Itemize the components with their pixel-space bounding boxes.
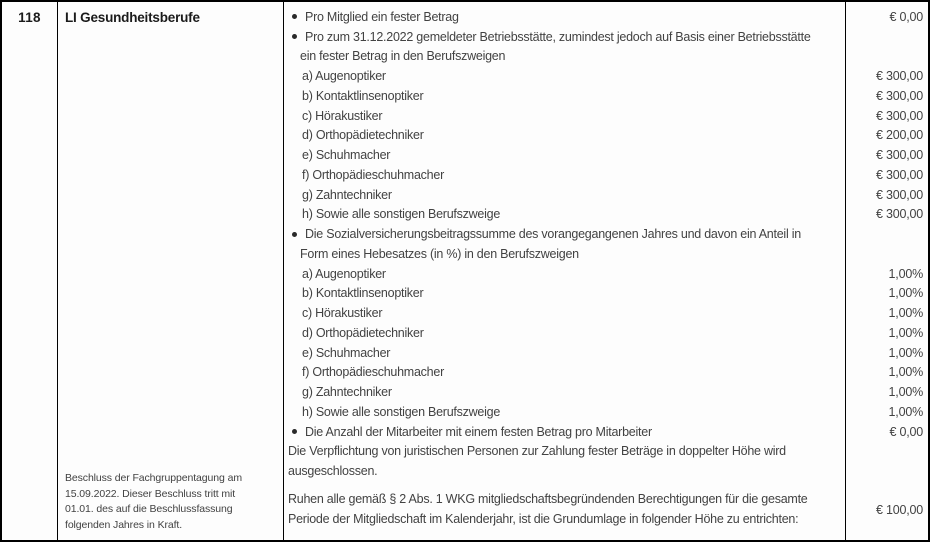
content-row-text <box>284 286 846 300</box>
content-row <box>284 165 928 185</box>
paragraph-text: Die Verpflichtung von juristischen Personen zur Zahlung fester Beträge in doppelter Höhe wird <box>288 444 786 459</box>
content-row-text <box>284 247 846 261</box>
amount-value: € 300,00 <box>875 69 923 84</box>
letter-item-text: c) Hörakustiker <box>302 306 383 321</box>
content-row <box>284 66 928 86</box>
bullet-item-text: Pro zum 31.12.2022 gemeldeter Betriebsstätte, zumindest jedoch auf Basis einer Betriebsstätte <box>305 29 811 44</box>
content-row <box>284 185 928 205</box>
percent-value: 1,00% <box>888 404 923 419</box>
content-row-text <box>284 346 846 360</box>
content-row-text <box>284 267 846 281</box>
letter-item-text: g) Zahntechniker <box>302 187 392 202</box>
content-row <box>284 382 928 402</box>
amount-value: € 300,00 <box>875 207 923 222</box>
content-row-text <box>284 128 846 142</box>
letter-item-text: h) Sowie alle sonstigen Berufszweige <box>302 207 501 222</box>
bullet-item-text: Pro Mitglied ein fester Betrag <box>305 9 459 24</box>
amount-cell <box>846 503 928 517</box>
content-row-text <box>284 365 846 379</box>
bullet-item-text: Die Anzahl der Mitarbeiter mit einem festen Betrag pro Mitarbeiter <box>305 424 652 439</box>
amount-cell <box>846 326 928 340</box>
letter-item-text: e) Schuhmacher <box>302 345 391 360</box>
content-row-text <box>284 207 846 221</box>
group-cell-spacer <box>65 25 277 471</box>
amount-cell <box>846 69 928 83</box>
amount-value: € 300,00 <box>875 88 923 103</box>
content-row <box>284 323 928 343</box>
footnote-line: 01.01. des auf die Beschlussfassung <box>65 503 233 516</box>
amount-cell <box>846 89 928 103</box>
content-row-text <box>284 326 846 340</box>
letter-item-text: e) Schuhmacher <box>302 148 391 163</box>
content-row <box>284 244 928 264</box>
amount-cell <box>846 10 928 24</box>
amount-value: € 0,00 <box>889 424 923 439</box>
content-row-text <box>284 69 846 83</box>
letter-item-text: a) Augenoptiker <box>302 69 386 84</box>
content-row <box>284 363 928 383</box>
amount-cell <box>846 306 928 320</box>
amount-column-divider <box>845 2 846 540</box>
amount-cell <box>846 148 928 162</box>
amount-cell <box>846 385 928 399</box>
percent-value: 1,00% <box>888 345 923 360</box>
amount-value: € 300,00 <box>875 187 923 202</box>
content-row <box>284 303 928 323</box>
amount-value: € 0,00 <box>889 9 923 24</box>
content-row-text <box>284 89 846 103</box>
letter-item-text: a) Augenoptiker <box>302 266 386 281</box>
content-row <box>284 402 928 422</box>
bullet-icon <box>292 429 297 434</box>
letter-item-text: h) Sowie alle sonstigen Berufszweige <box>302 404 501 419</box>
amount-cell <box>846 346 928 360</box>
amount-cell <box>846 168 928 182</box>
letter-item-text: f) Orthopädieschuhmacher <box>302 365 444 380</box>
amount-cell <box>846 267 928 281</box>
content-row-text <box>284 168 846 182</box>
continuation-text: Form eines Hebesatzes (in %) in den Berufszweigen <box>300 246 579 261</box>
content-row <box>284 7 928 27</box>
content-row <box>284 205 928 225</box>
amount-cell <box>846 365 928 379</box>
percent-value: 1,00% <box>888 286 923 301</box>
content-row-text <box>284 49 846 63</box>
footnote <box>65 471 277 534</box>
content-row <box>284 481 928 490</box>
letter-item-text: f) Orthopädieschuhmacher <box>302 167 444 182</box>
percent-value: 1,00% <box>888 325 923 340</box>
content-row <box>284 343 928 363</box>
content-row <box>284 27 928 47</box>
percent-value: 1,00% <box>888 306 923 321</box>
content-row <box>284 126 928 146</box>
amount-cell <box>846 109 928 123</box>
content-row-text <box>284 30 846 44</box>
content-row-text <box>284 306 846 320</box>
content-row-text <box>284 385 846 399</box>
amount-value: € 100,00 <box>875 502 923 517</box>
footnote-line: 15.09.2022. Dieser Beschluss tritt mit <box>65 487 236 500</box>
bullet-item-text: Die Sozialversicherungsbeitragssumme des vorangegangenen Jahres und davon ein Anteil in <box>305 227 801 242</box>
content-row <box>284 490 928 530</box>
group-title: LI Gesundheitsberufe <box>65 10 200 25</box>
letter-item-text: b) Kontaktlinsenoptiker <box>302 286 424 301</box>
amount-cell <box>846 405 928 419</box>
amount-cell <box>846 128 928 142</box>
amount-cell <box>846 207 928 221</box>
bullet-icon <box>292 232 297 237</box>
amount-value: € 200,00 <box>875 128 923 143</box>
content-cell <box>284 2 928 540</box>
footnote-line: Beschluss der Fachgruppentagung am <box>65 471 242 484</box>
content-row-text <box>284 148 846 162</box>
amount-cell <box>846 286 928 300</box>
content-row-text <box>284 188 846 202</box>
amount-value: € 300,00 <box>875 148 923 163</box>
content-row-text <box>284 227 846 241</box>
content-row <box>284 224 928 244</box>
bullet-icon <box>292 34 297 39</box>
group-cell <box>58 2 284 540</box>
percent-value: 1,00% <box>888 385 923 400</box>
amount-value: € 300,00 <box>875 108 923 123</box>
content-row <box>284 442 928 462</box>
content-row-text <box>284 425 846 439</box>
content-row-text <box>284 405 846 419</box>
amount-value: € 300,00 <box>875 167 923 182</box>
paragraph-line: Ruhen alle gemäß § 2 Abs. 1 WKG mitgliedschaftsbegründenden Berechtigungen für die gesamte <box>288 492 808 506</box>
amount-cell <box>846 188 928 202</box>
footnote-line: folgenden Jahres in Kraft. <box>65 519 183 532</box>
content-row <box>284 106 928 126</box>
content-row <box>284 86 928 106</box>
content-row <box>284 422 928 442</box>
letter-item-text: d) Orthopädietechniker <box>302 128 424 143</box>
row-number-cell <box>2 2 58 540</box>
paragraph-text: ausgeschlossen. <box>288 464 378 479</box>
content-row <box>284 284 928 304</box>
paragraph-line: Periode der Mitgliedschaft im Kalenderjahr, ist die Grundumlage in folgender Höhe zu entrichten: <box>288 511 799 526</box>
row-number: 118 <box>18 10 41 25</box>
content-row <box>284 461 928 481</box>
letter-item-text: c) Hörakustiker <box>302 108 383 123</box>
content-row-text <box>284 464 846 478</box>
letter-item-text: d) Orthopädietechniker <box>302 325 424 340</box>
content-row-text <box>284 10 846 24</box>
percent-value: 1,00% <box>888 266 923 281</box>
content-row <box>284 264 928 284</box>
continuation-text: ein fester Betrag in den Berufszweigen <box>300 49 506 64</box>
content-row <box>284 530 928 541</box>
letter-item-text: b) Kontaktlinsenoptiker <box>302 88 424 103</box>
content-row-text <box>284 444 846 458</box>
content-row-text <box>284 490 846 530</box>
letter-item-text: g) Zahntechniker <box>302 385 392 400</box>
content-row-text <box>284 109 846 123</box>
bullet-icon <box>292 14 297 19</box>
percent-value: 1,00% <box>888 365 923 380</box>
content-row <box>284 145 928 165</box>
content-row <box>284 47 928 67</box>
amount-cell <box>846 425 928 439</box>
